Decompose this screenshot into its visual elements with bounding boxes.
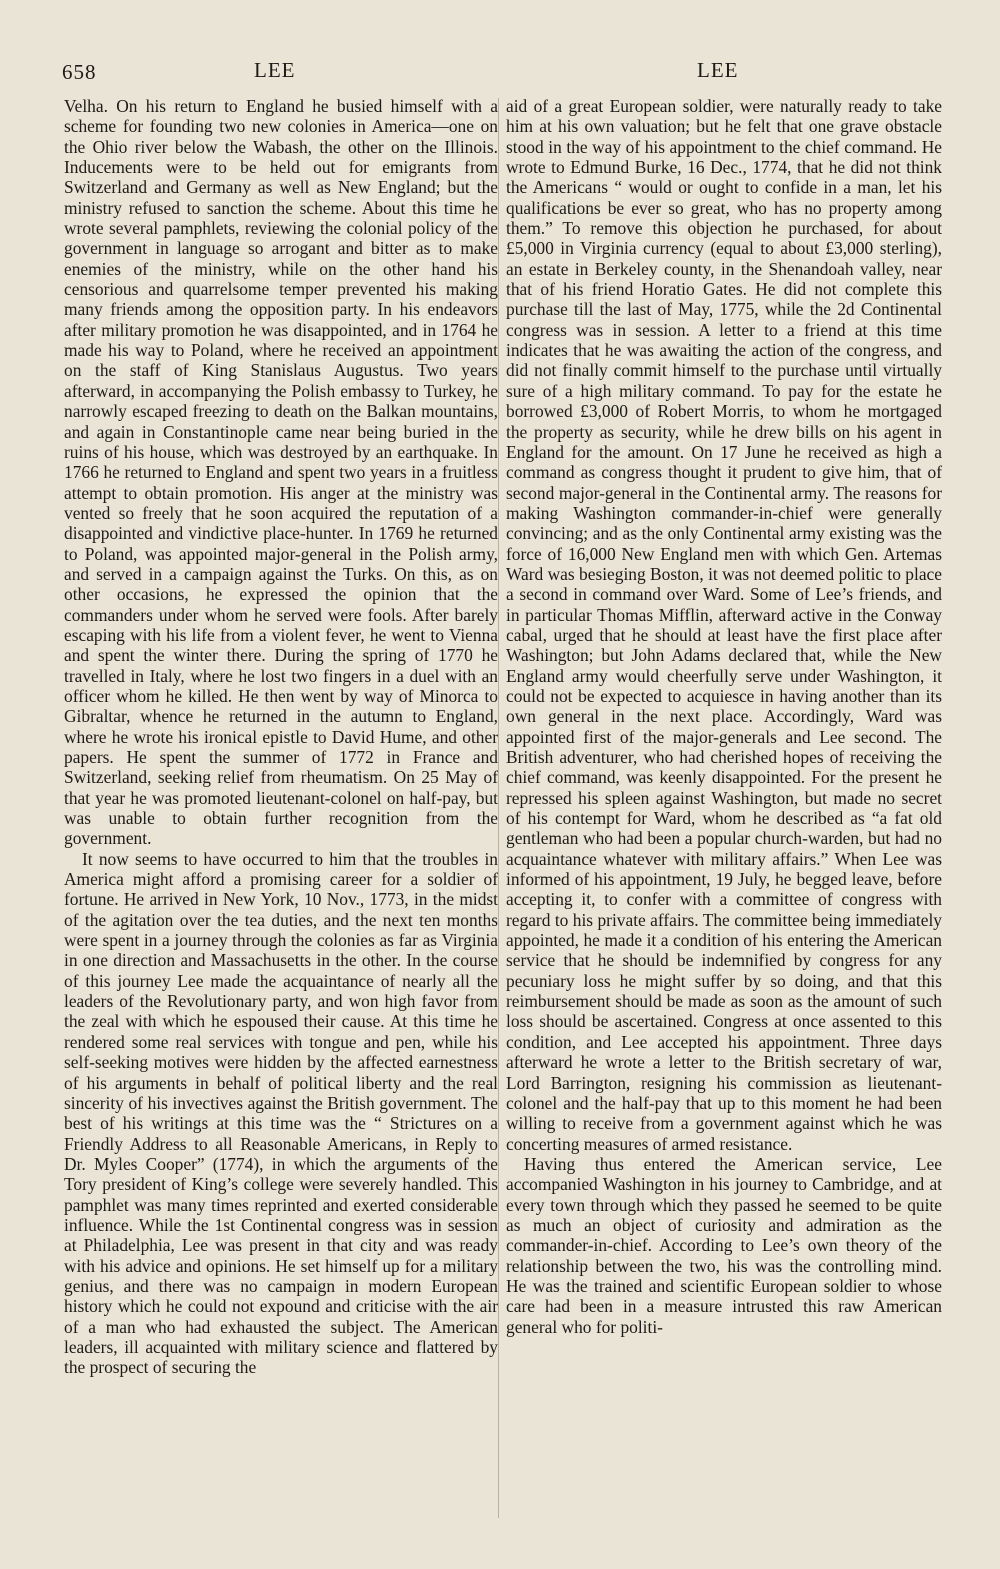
page-header	[62, 58, 940, 88]
right-paragraph-1: aid of a great European soldier, were naturally ready to take him at his own valuation; but he felt that one grave obstacle stood in the way of his appointment to the chief command. He wrote to Edmund Burke, 16 Dec., 1774, that he did not think the Americans “ would or ought to confide in a man, let his qualifications be ever so great, who has no property among them.” To remove this objection he purchased, for about £5,000 in Virginia currency (equal to about £3,000 sterling), an estate in Berkeley county, in the Shenandoah valley, near that of his friend Horatio Gates. He did not complete this purchase till the last of May, 1775, while the 2d Continental congress was in session. A letter to a friend at this time indicates that he was awaiting the action of the congress, and did not finally commit himself to the purchase until virtually sure of a high military command. To pay for the estate he borrowed £3,000 of Robert Morris, to whom he mortgaged the property as security, while he drew bills on his agent in England for the amount. On 17 June he received as high a command as congress thought it prudent to give him, that of second major-general in the Continental army. The reasons for making Washington commander-in-chief were generally convincing; and as the only Continental army existing was the force of 16,000 New England men with which Gen. Artemas Ward was besieging Boston, it was not deemed politic to place a second in command over Ward. Some of Lee’s friends, and in particular Thomas Mifflin, afterward active in the Conway cabal, urged that he should at least have the first place after Washington; but John Adams declared that, while the New England army would cheerfully serve under Washington, it could not be expected to acquiesce in having another than its own general in the next place. Accordingly, Ward was appointed first of the major-generals and Lee second. The British adventurer, who had cherished hopes of receiving the chief command, was keenly disappointed. For the present he repressed his spleen against Washington, but made no secret of his contempt for Ward, whom he described as “a fat old gentleman who had been a popular church-warden, but had no acquaintance whatever with military affairs.” When Lee was informed of his appointment, 19 July, he begged leave, before accepting it, to confer with a committee of congress with regard to his private affairs. The committee being immediately appointed, he made it a condition of his entering the American service that he should be indemnified by congress for any pecuniary loss he might suffer by so doing, and that this reimbursement should be made as soon as the amount of such loss should be ascertained. Congress at once assented to this condition, and Lee accepted his appointment. Three days afterward he wrote a letter to the British secretary of war, Lord Barrington, resigning his commission as lieutenant-colonel and the half-pay that up to this moment he had been willing to receive from a government against which he was concerting measures of armed resistance.	[506, 96, 942, 1154]
page-number: 658	[62, 60, 97, 84]
left-paragraph-1: Velha. On his return to England he busied himself with a scheme for founding two new colonies in America—one on the Ohio river below the Wabash, the other on the Illinois. Inducements were to be held out for emigrants from Switzerland and Germany as well as New England; but the ministry refused to sanction the scheme. About this time he wrote several pamphlets, reviewing the colonial policy of the government in language so arrogant and bitter as to make enemies of the ministry, while on the other hand his censorious and quarrelsome temper prevented his making many friends among the opposition party. In his endeavors after military promotion he was disappointed, and in 1764 he made his way to Poland, where he received an appointment on the staff of King Stanislaus Augustus. Two years afterward, in accompanying the Polish embassy to Turkey, he narrowly escaped freezing to death on the Balkan mountains, and again in Constantinople came near being buried in the ruins of his house, which was destroyed by an earthquake. In 1766 he returned to England and spent two years in a fruitless attempt to obtain promotion. His anger at the ministry was vented so freely that he soon acquired the reputation of a disappointed and vindictive place-hunter. In 1769 he returned to Poland, was appointed major-general in the Polish army, and served in a campaign against the Turks. On this, as on other occasions, he expressed the opinion that the commanders under whom he served were fools. After barely escaping with his life from a violent fever, he went to Vienna and spent the winter there. During the spring of 1770 he travelled in Italy, where he lost two fingers in a duel with an officer whom he killed. He then went by way of Minorca to Gibraltar, whence he returned in the autumn to England, where he wrote his ironical epistle to David Hume, and other papers. He spent the summer of 1772 in France and Switzerland, seeking relief from rheumatism. On 25 May of that year he was promoted lieutenant-colonel on half-pay, but was unable to obtain further recognition from the government.	[64, 96, 498, 849]
right-column	[506, 96, 942, 1337]
left-column	[64, 96, 498, 1378]
running-head-right: LEE	[697, 58, 739, 82]
running-head-left: LEE	[254, 58, 296, 82]
left-paragraph-2: It now seems to have occurred to him that the troubles in America might afford a promising career for a soldier of fortune. He arrived in New York, 10 Nov., 1773, in the midst of the agitation over the tea duties, and the next ten months were spent in a journey through the colonies as far as Virginia in one direction and Massachusetts in the other. In the course of this journey Lee made the acquaintance of nearly all the leaders of the Revolutionary party, and won high favor from the zeal with which he espoused their cause. At this time he rendered some real services with tongue and pen, while his self-seeking motives were hidden by the affected earnestness of his arguments in behalf of political liberty and the real sincerity of his invectives against the British government. The best of his writings at this time was the “ Strictures on a Friendly Address to all Reasonable Americans, in Reply to Dr. Myles Cooper” (1774), in which the arguments of the Tory president of King’s college were severely handled. This pamphlet was many times reprinted and exerted considerable influence. While the 1st Continental congress was in session at Philadelphia, Lee was present in that city and was ready with his advice and opinions. He set himself up for a military genius, and there was no campaign in modern European history which he could not expound and criticise with the air of a man who had exhausted the subject. The American leaders, ill acquainted with military science and flattered by the prospect of securing the	[64, 848, 498, 1378]
right-paragraph-2: Having thus entered the American service, Lee accompanied Washington in his journey to Cambridge, and at every town through which they passed he seemed to be quite as much an object of curiosity and admiration as the commander-in-chief. According to Lee’s own theory of the relationship between the two, his was the controlling mind. He was the trained and scientific European soldier to whose care had been in a measure intrusted this raw American general who for politi-	[506, 1153, 942, 1337]
column-divider	[498, 98, 499, 1518]
